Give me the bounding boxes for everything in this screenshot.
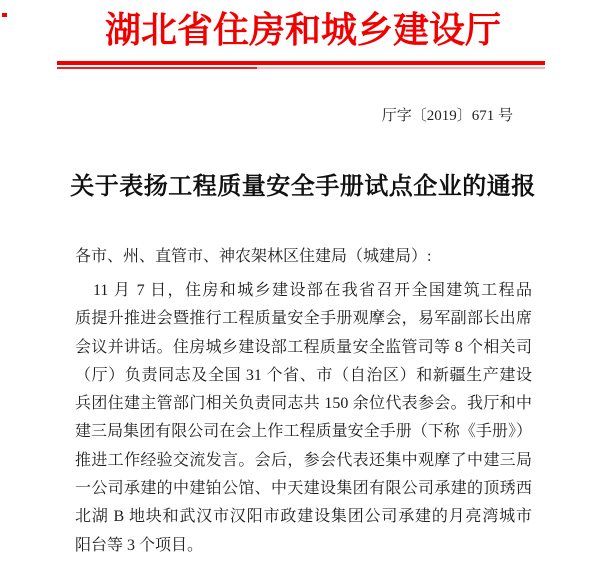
salutation-line: 各市、州、直管市、神农架林区住建局（城建局）: — [75, 248, 432, 265]
body-line: 阳台等 3 个项目。 — [75, 536, 204, 554]
body-line: 北湖 B 地块和武汉市汉阳市政建设集团公司承建的月亮湾城市 — [75, 508, 532, 526]
body-line: 11 月 7 日，住房和城乡建设部在我省召开全国建筑工程品 — [93, 282, 532, 299]
body-line: （厅）负责同志及全国 31 个省、市（自治区）和新疆生产建设 — [75, 366, 532, 384]
body-line: 建三局集团有限公司在会上作工程质量安全手册（下称《手册》） — [75, 423, 532, 441]
body-line: 一公司承建的中建铂公馆、中天建设集团有限公司承建的顶琇西 — [75, 480, 532, 498]
body-line: 推进工作经验交流发言。会后，参会代表还集中观摩了中建三局 — [75, 451, 532, 469]
body-paragraph — [75, 277, 532, 560]
document-title: 关于表扬工程质量安全手册试点企业的通报 — [70, 174, 536, 200]
body-line: 兵团住建主管部门相关负责同志共 150 余位代表参会。我厅和中 — [75, 395, 532, 413]
body-line: 会议并讲话。住房城乡建设部工程质量安全监管司等 8 个相关司 — [75, 338, 532, 356]
document-reference-number: 厅字〔2019〕671 号 — [381, 108, 513, 124]
letterhead-agency-name: 湖北省住房和城乡建设厅 — [104, 10, 501, 50]
letterhead-separator-thick-rule — [57, 61, 545, 65]
letterhead-separator-thin-rule — [57, 67, 545, 69]
body-line: 质提升推进会暨推行工程质量安全手册观摩会，易军副部长出席 — [75, 310, 532, 328]
